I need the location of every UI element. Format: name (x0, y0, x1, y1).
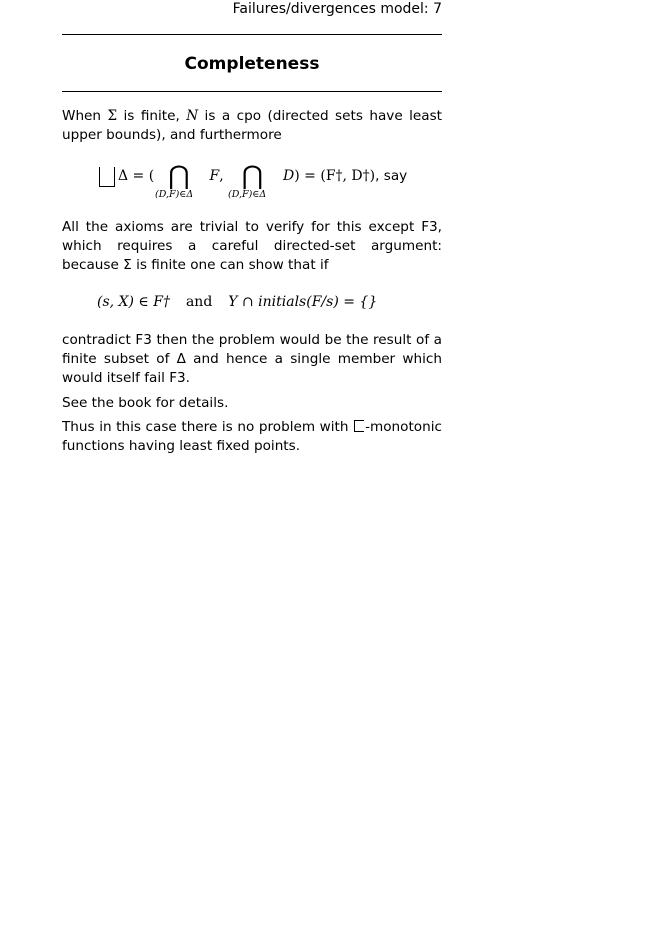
sqcup-symbol (99, 167, 115, 187)
intro-text-3: is a cpo (directed sets have least upper bounds), and furthermore (62, 108, 442, 143)
eq1-subscript-2: (D,F)∈Δ (228, 189, 267, 200)
paragraph-axioms: All the axioms are trivial to verify for this except F3, which requires a careful directed-set argument: because Σ is finite one can show that if (62, 219, 442, 273)
sqsubseteq-symbol (354, 420, 364, 432)
bigcap-1: ⋂ (168, 161, 190, 191)
eq1-comma: , (219, 168, 224, 184)
eq1-say: , say (375, 168, 408, 184)
paragraph-monotonic (62, 418, 442, 456)
eq1-subscript-1: (D,F)∈Δ (155, 189, 194, 200)
top-rule (62, 34, 442, 35)
eq1-d: D (283, 168, 295, 184)
eq2-and: and (185, 294, 213, 310)
paragraph-contradict: contradict F3 then the problem would be the result of a finite subset of Δ and hence a single member which would itself fail F3. (62, 332, 442, 386)
intro-text-1: When (62, 108, 108, 124)
monotonic-text-1: Thus in this case there is no problem with (62, 419, 354, 435)
monotonic-text-2: -monotonic functions having least fixed points. (62, 419, 442, 454)
section-title: Completeness (184, 54, 320, 74)
running-head: Failures/divergences model: 7 (232, 1, 442, 17)
paragraph-intro (62, 107, 442, 145)
eq1-f: F (209, 168, 220, 184)
paragraph-see-book: See the book for details. (62, 395, 229, 411)
equation-condition (97, 294, 377, 310)
equation-lub (118, 163, 407, 189)
eq2-y-cap: Y ∩ (228, 294, 259, 310)
eq2-initials: initials (258, 294, 307, 310)
intro-text-2: is finite, (117, 108, 187, 124)
eq1-lhs: Δ = ( (118, 168, 155, 184)
eq2-right: (F/s) = {} (306, 294, 378, 310)
eq1-rhs: ) = (F†, D†) (294, 168, 376, 184)
n-symbol: N (186, 108, 199, 124)
bigcap-2: ⋂ (241, 161, 264, 191)
sigma-symbol: Σ (107, 108, 118, 124)
eq2-left: (s, X) ∈ F† (97, 294, 170, 310)
title-rule (62, 91, 442, 92)
